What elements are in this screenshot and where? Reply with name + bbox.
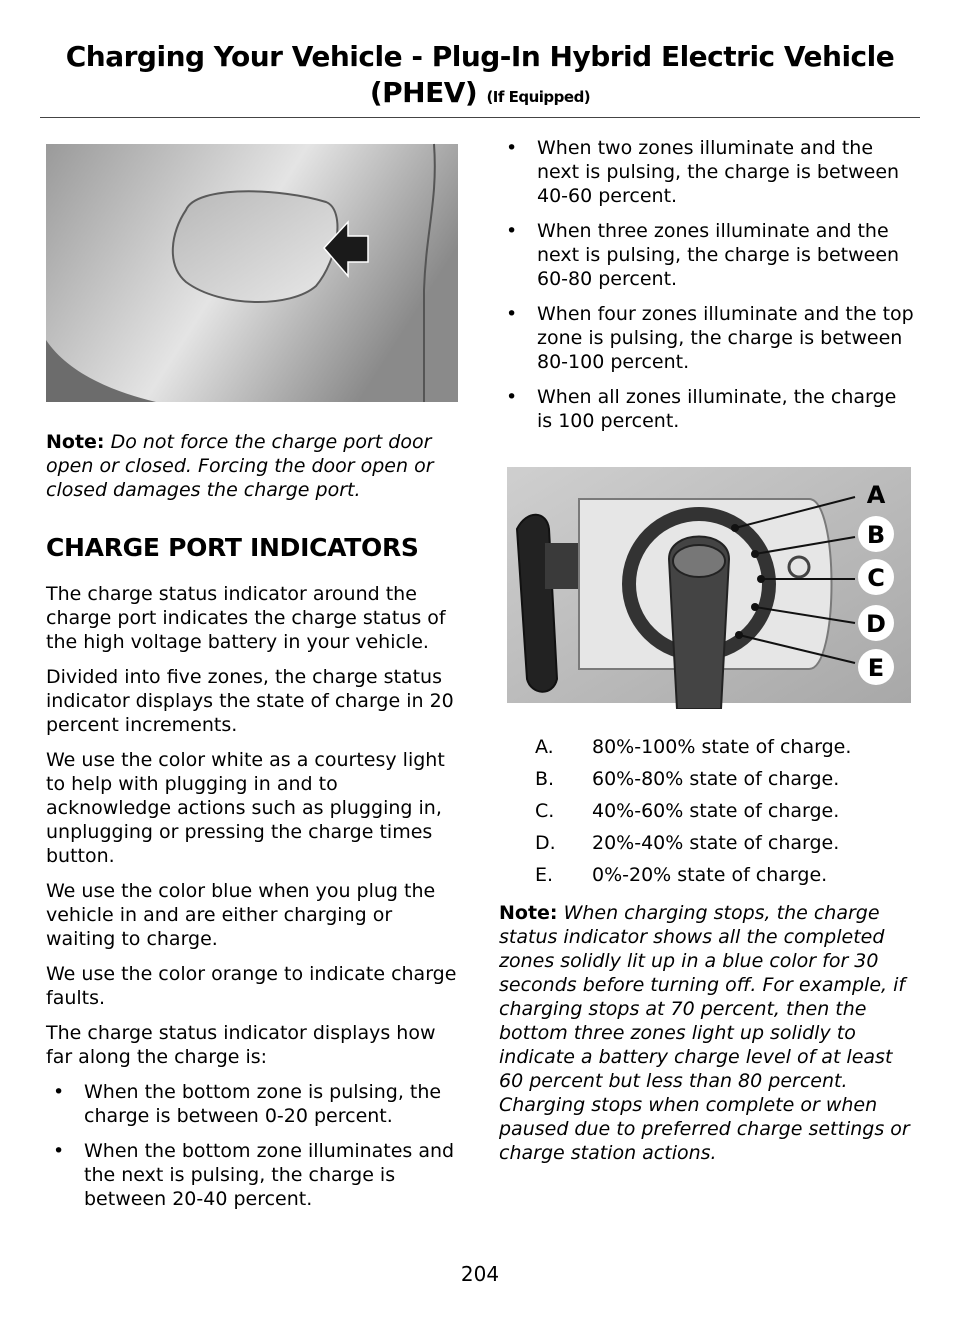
list-item-text: When the bottom zone illuminates and the next is pulsing, the charge is between 20-40 percent.: [84, 1140, 455, 1210]
list-item-text: When two zones illuminate and the next is pulsing, the charge is between 40-60 percent.: [537, 137, 900, 207]
legend-text: 40%-60% state of charge.: [592, 800, 840, 822]
page-title-qualifier: (If Equipped): [486, 88, 591, 106]
paragraph: We use the color blue when you plug the vehicle in and are either charging or waiting to charge.: [46, 880, 436, 950]
note-label: Note:: [46, 431, 105, 453]
bullet-glyph: •: [506, 386, 518, 408]
note-text: When charging stops, the charge status indicator shows all the completed zones solidly lit up in a blue color for 30 seconds before turning off. For example, if charging stops at 70 percent, then the bottom three zones light up solidly to indicate a battery charge level of at least 60 percent but less than 80 percent. Charging stops when complete or when paused due to preferred charge settings or charge station actions.: [499, 902, 910, 1164]
paragraph: The charge status indicator displays how far along the charge is:: [46, 1022, 436, 1068]
legend-letter: E.: [535, 864, 554, 886]
note: [499, 901, 917, 1165]
zone-dot-c: [757, 575, 765, 583]
connector-head: [673, 545, 725, 577]
bullet-glyph: •: [506, 220, 518, 242]
list-item: [46, 1080, 464, 1128]
page-title-line2: [0, 76, 960, 109]
callout-e: E: [867, 654, 885, 682]
legend-text: 60%-80% state of charge.: [592, 768, 840, 790]
section-heading: CHARGE PORT INDICATORS: [46, 533, 419, 562]
legend-text: 20%-40% state of charge.: [592, 832, 840, 854]
callout-d: D: [866, 610, 886, 638]
charge-port-indicator-illustration: [499, 459, 911, 709]
legend-text: 80%-100% state of charge.: [592, 736, 852, 758]
bullet-glyph: •: [506, 137, 518, 159]
page-number: 204: [460, 1262, 500, 1286]
zone-dot-a: [731, 524, 739, 532]
list-item: [499, 219, 917, 291]
note-label: Note:: [499, 902, 558, 924]
legend-row: [499, 831, 917, 863]
note-text: Do not force the charge port door open or closed. Forcing the door open or closed damages the charge port.: [46, 431, 434, 501]
legend-letter: B.: [535, 768, 555, 790]
left-column: [46, 140, 464, 1222]
bullet-glyph: •: [53, 1140, 65, 1162]
list-item: [499, 302, 917, 374]
callout-a: A: [866, 481, 886, 509]
bullet-glyph: •: [506, 303, 518, 325]
callout-c: C: [867, 564, 885, 592]
legend-row: [499, 799, 917, 831]
legend-letter: D.: [535, 832, 556, 854]
charge-port-door: [173, 191, 338, 302]
legend-row: [499, 735, 917, 767]
right-column: [499, 136, 917, 1176]
list-item-text: When four zones illuminate and the top zone is pulsing, the charge is between 80-100 percent.: [537, 303, 914, 373]
list-item: [499, 385, 917, 433]
legend-row: [499, 863, 917, 895]
paragraph: The charge status indicator around the charge port indicates the charge status of the high voltage battery in your vehicle.: [46, 583, 446, 653]
paragraph: Divided into five zones, the charge status indicator displays the state of charge in 20 percent increments.: [46, 666, 454, 736]
page-title: Charging Your Vehicle - Plug-In Hybrid Electric Vehicle: [65, 40, 895, 73]
header-rule: [40, 117, 920, 118]
zone-dot-e: [735, 631, 743, 639]
callout-legend: [499, 735, 917, 895]
legend-text: 0%-20% state of charge.: [592, 864, 828, 886]
legend-row: [499, 767, 917, 799]
zone-dot-b: [751, 550, 759, 558]
list-item-text: When three zones illuminate and the next is pulsing, the charge is between 60-80 percent.: [537, 220, 900, 290]
note: [46, 430, 464, 502]
zone-dot-d: [751, 603, 759, 611]
charge-port-door-illustration: [46, 140, 458, 408]
list-item: [499, 136, 917, 208]
callout-b: B: [866, 521, 886, 549]
page-title-main: (PHEV): [369, 76, 478, 109]
legend-letter: A.: [535, 736, 554, 758]
list-item: [46, 1139, 464, 1211]
legend-letter: C.: [535, 800, 555, 822]
list-item-text: When the bottom zone is pulsing, the charge is between 0-20 percent.: [84, 1081, 442, 1127]
list-item-text: When all zones illuminate, the charge is 100 percent.: [537, 386, 897, 432]
paragraph: We use the color white as a courtesy light to help with plugging in and to acknowledge actions such as plugging in, unplugging or pressing the charge times button.: [46, 749, 445, 867]
paragraph: We use the color orange to indicate charge faults.: [46, 963, 457, 1009]
bullet-glyph: •: [53, 1081, 65, 1103]
